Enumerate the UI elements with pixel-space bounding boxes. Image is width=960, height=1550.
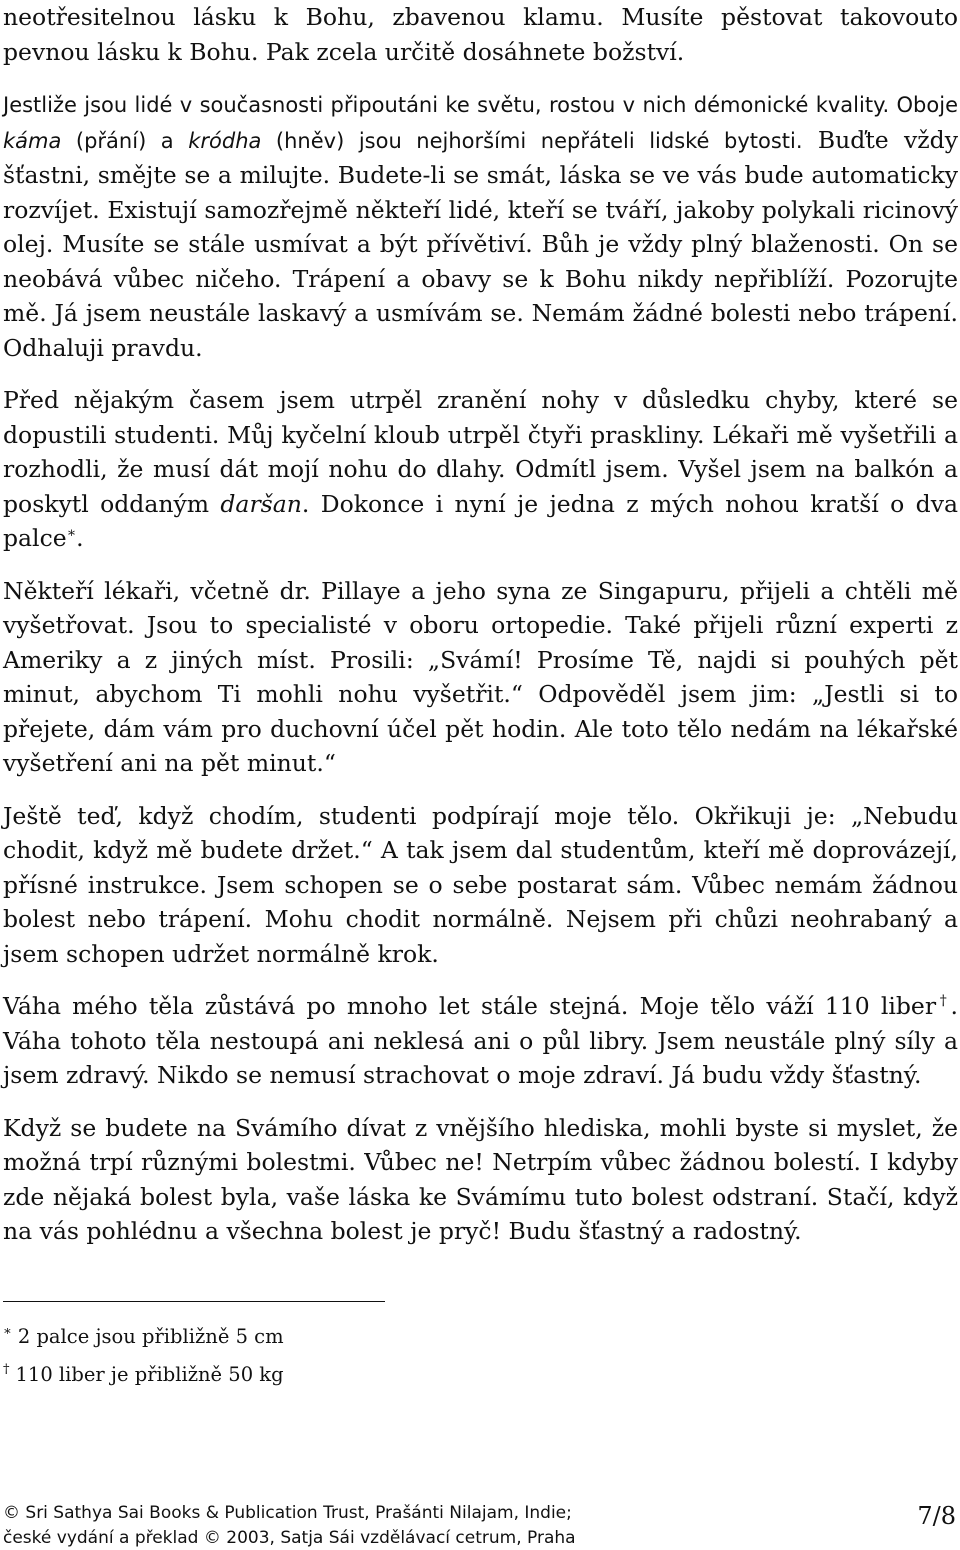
paragraph-7: Když se budete na Svámího dívat z vnějšího hlediska, mohli byste si myslet, že možná trpí různými bolestmi. Vůbec ne! Netrpím vůbec žádnou bolestí. I kdyby zde nějaká bolest byla, vaše láska ke Svámímu tuto bolest odstraní. Stačí, když na vás pohlédnu a všechna bolest je pryč! Budu šťastný a radostný. [3, 1113, 958, 1245]
footer-copyright-line-2: české vydání a překlad © 2003, Satja Sái vzdělávací cetrum, Praha [3, 1528, 576, 1548]
paragraph-3: Před nějakým časem jsem utrpěl zranění nohy v důsledku chyby, které se dopustili studenti. Můj kyčelní kloub utrpěl čtyři praskliny. Lékaři mě vyšetřili a rozhodli, že musí dát mojí nohu do dlahy. Odmítl jsem. Vyšel jsem na balkón a poskytl oddaným daršan. Dokonce i nyní je jedna z mých nohou kratší o dva palce∗. [3, 386, 958, 552]
kama-term: káma [3, 128, 62, 153]
paragraph-2 [3, 87, 958, 365]
paragraph-4: Někteří lékaři, včetně dr. Pillaye a jeho syna ze Singapuru, přijeli a chtěli mě vyšetřovat. Jsou to specialisté v oboru ortopedie. Také přijeli různí experti z Ameriky a z jiných míst. Prosili: „Svámí! Prosíme Tě, najdi si pouhých pět minut, abychom Ti mohli nohu vyšetřit.“ Odpověděl jsem jim: „Jestli si to přejete, dám vám pro duchovní účel pět hodin. Ale toto tělo nedám na lékařské vyšetření ani na pět minut.“ [3, 576, 958, 777]
footer-copyright-line-1: © Sri Sathya Sai Books & Publication Trust, Prašánti Nilajam, Indie; [3, 1503, 572, 1523]
paragraph-6: Váha mého těla zůstává po mnoho let stále stejná. Moje tělo váží 110 liber†. Váha tohoto těla nestoupá ani neklesá ani o půl libry. Jsem neustále plný síly a jsem zdravý. Nikdo se nemusí strachovat o moje zdraví. Já budu vždy šťastný. [3, 992, 959, 1089]
footnote-2 [3, 1358, 284, 1387]
footnote-ref-2[interactable]: † [936, 993, 951, 1009]
document-body [3, 0, 958, 1249]
paragraph-1: neotřesitelnou lásku k Bohu, zbavenou klamu. Musíte pěstovat takovouto pevnou lásku k Bohu. Pak zcela určitě dosáhnete božství. [3, 3, 958, 66]
footnote-1 [3, 1320, 284, 1349]
footnote-1-text: 2 palce jsou přibližně 5 cm [17, 1325, 284, 1348]
krodha-term: kródha [188, 128, 262, 153]
darsan-term: daršan [220, 489, 302, 518]
footnote-2-mark: † [3, 1362, 10, 1377]
paragraph-2-serif-text: Buďte vždy šťastni, smějte se a milujte. Budete-li se smát, láska se ve vás bude automaticky rozvíjet. Existují samozřejmě někteří lidé, kteří se tváří, jakoby polykali ricinový olej. Musíte se stále usmívat a být přívětiví. Bůh je vždy plný blaženosti. On se neobává vůbec ničeho. Trápení a obavy se k Bohu nikdy nepřiblíží. Pozorujte mě. Já jsem neustále laskavý a usmívám se. Nemám žádné bolesti nebo trápení. Odhaluji pravdu. [3, 125, 958, 362]
paragraph-2-sans-text: Jestliže jsou lidé v současnosti připoutáni ke světu, rostou v nich démonické kvality. Oboje káma (přání) a kródha (hněv) jsou nejhoršími nepřáteli lidské bytosti. [3, 93, 958, 153]
footnote-1-mark: ∗ [3, 1324, 12, 1339]
footnote-ref-1[interactable]: ∗ [66, 525, 77, 541]
footnote-divider [3, 1301, 385, 1302]
footnote-2-text: 110 liber je přibližně 50 kg [15, 1363, 284, 1386]
paragraph-5: Ještě teď, když chodím, studenti podpírají moje tělo. Okřikuji je: „Nebudu chodit, když mě budete držet.“ A tak jsem dal studentům, kteří mě doprovázejí, přísné instrukce. Jsem schopen se o sebe postarat sám. Vůbec nemám žádnou bolest nebo trápení. Mohu chodit normálně. Nejsem při chůzi neohrabaný a jsem schopen udržet normálně krok. [3, 801, 958, 968]
page-number: 7/8 [917, 1502, 956, 1530]
